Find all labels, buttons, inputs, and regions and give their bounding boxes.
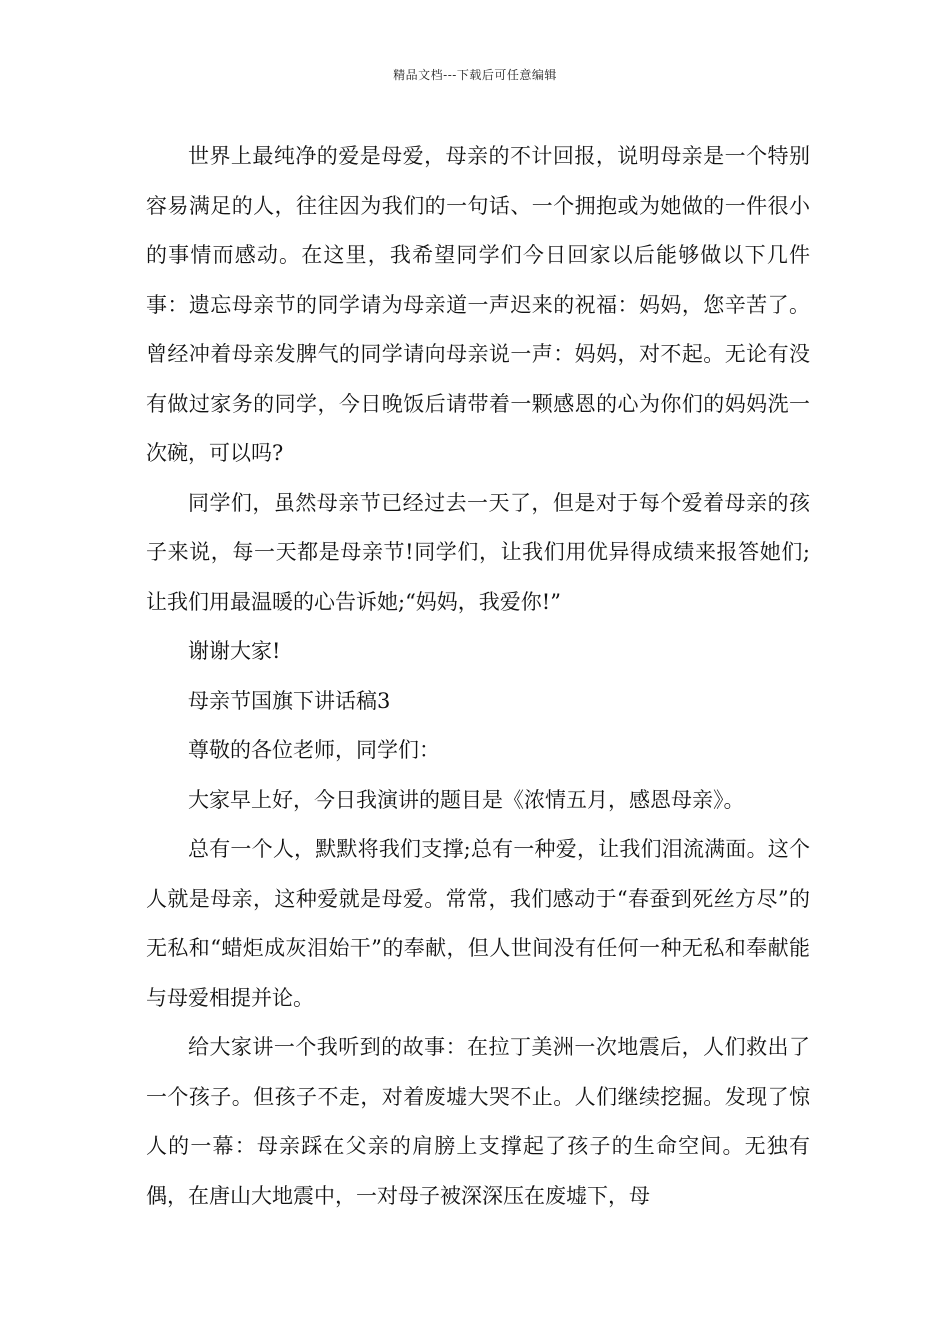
paragraph-6: 大家早上好，今日我演讲的题目是《浓情五月，感恩母亲》。 bbox=[188, 787, 745, 812]
page-header: 精品文档---下载后可任意编辑 bbox=[393, 68, 557, 82]
paragraph-8: 给大家讲一个我听到的故事：在拉丁美洲一次地震后，人们救出了一个孩子。但孩子不走，对着废墟大哭不止。人们继续挖掘。发现了惊人的一幕：母亲踩在父亲的肩膀上支撑起了孩子的生命空间。无独有偶，在唐山大地震中，一对母子被深深压在废墟下，母 bbox=[146, 1035, 810, 1208]
paragraph-7: 总有一个人，默默将我们支撑;总有一种爱，让我们泪流满面。这个人就是母亲，这种爱就是母爱。常常，我们感动于“春蚕到死丝方尽”的无私和“蜡炬成灰泪始干”的奉献，但人世间没有任何一种无私和奉献能与母爱相提并论。 bbox=[146, 837, 810, 1010]
salutation: 尊敬的各位老师，同学们： bbox=[188, 738, 440, 762]
document-body bbox=[146, 132, 810, 1221]
section-title: 母亲节国旗下讲话稿3 bbox=[188, 688, 391, 713]
paragraph-3: 谢谢大家! bbox=[188, 639, 281, 663]
paragraph-1: 世界上最纯净的爱是母爱，母亲的不计回报，说明母亲是一个特别容易满足的人，往往因为我们的一句话、一个拥抱或为她做的一件很小的事情而感动。在这里，我希望同学们今日回家以后能够做以下几件事：遗忘母亲节的同学请为母亲道一声迟来的祝福：妈妈，您辛苦了。曾经冲着母亲发脾气的同学请向母亲说一声：妈妈，对不起。无论有没有做过家务的同学，今日晚饭后请带着一颗感恩的心为你们的妈妈洗一次碗，可以吗? bbox=[146, 144, 810, 465]
paragraph-2: 同学们，虽然母亲节已经过去一天了，但是对于每个爱着母亲的孩子来说，每一天都是母亲节!同学们，让我们用优异得成绩来报答她们;让我们用最温暖的心告诉她;“妈妈，我爱你!” bbox=[146, 490, 810, 614]
